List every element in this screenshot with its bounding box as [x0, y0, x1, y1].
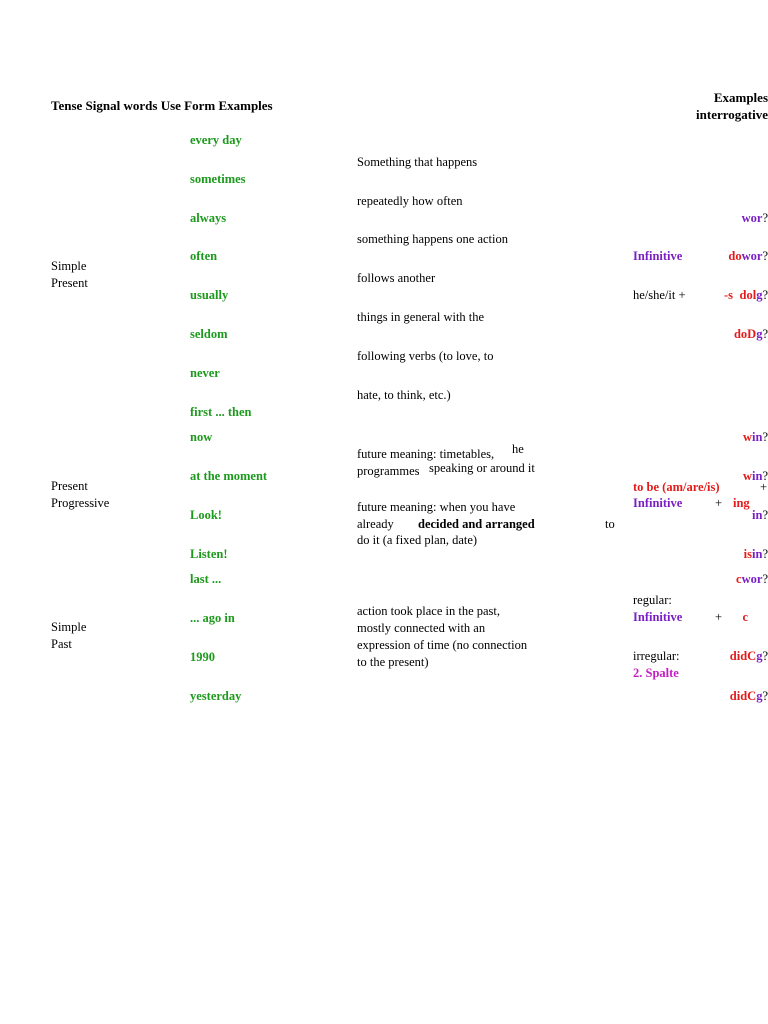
signal-word: 1990 — [190, 650, 215, 664]
example-interrogative: dolg? — [739, 288, 768, 302]
use-text: hate, to think, etc.) — [357, 388, 451, 402]
form-ing: ing — [733, 496, 750, 510]
signal-word: yesterday — [190, 689, 242, 703]
signal-word: seldom — [190, 327, 228, 341]
use-text: something happens one action — [357, 232, 509, 246]
use-text: do it (a fixed plan, date) — [357, 533, 478, 547]
use-text: following verbs (to love, to — [357, 349, 494, 363]
use-text: already — [357, 517, 394, 531]
signal-word: Look! — [190, 508, 222, 522]
use-text: expression of time (no connection — [357, 638, 528, 652]
example-interrogative: in? — [752, 508, 768, 522]
use-text: repeatedly how often — [357, 194, 463, 208]
tense-simple-present-line2: Present — [51, 276, 88, 290]
use-text: mostly connected with an — [357, 621, 486, 635]
example-interrogative: doDg? — [733, 327, 768, 341]
use-text: speaking or around it — [429, 461, 535, 475]
example-interrogative: didCg? — [729, 649, 768, 663]
form-infinitive: Infinitive — [633, 249, 683, 263]
examples-header: Examples — [713, 90, 768, 105]
form-infinitive: Infinitive — [633, 610, 683, 624]
use-text: to the present) — [357, 655, 429, 669]
form-s-suffix: -s — [724, 288, 734, 302]
signal-word: always — [190, 211, 227, 225]
example-interrogative: win? — [742, 469, 768, 483]
use-text: programmes — [357, 464, 420, 478]
form-plus: + — [760, 480, 768, 494]
signal-word: often — [190, 249, 218, 263]
example-interrogative: didCg? — [729, 689, 768, 703]
tense-present-progressive-line2: Progressive — [51, 496, 110, 510]
use-text: follows another — [357, 271, 436, 285]
example-interrogative: cwor? — [736, 572, 768, 586]
signal-word: last ... — [190, 572, 222, 586]
signal-word: sometimes — [190, 172, 246, 186]
tense-simple-present-line1: Simple — [51, 259, 87, 273]
form-infinitive: Infinitive — [633, 496, 683, 510]
form-he-she-it: he/she/it + — [633, 288, 686, 302]
tense-simple-past-line1: Simple — [51, 620, 87, 634]
tense-present-progressive-line1: Present — [51, 479, 88, 493]
use-text: he — [512, 442, 524, 456]
example-interrogative: isin? — [743, 547, 768, 561]
table-header-title: Tense Signal words Use Form Examples — [51, 98, 273, 113]
signal-word: ... ago in — [190, 611, 235, 625]
signal-word: every day — [190, 133, 242, 147]
use-text: things in general with the — [357, 310, 485, 324]
use-text: future meaning: when you have — [357, 500, 516, 514]
signal-word: never — [190, 366, 220, 380]
signal-word: at the moment — [190, 469, 268, 483]
use-text: Something that happens — [357, 155, 478, 169]
example-interrogative: win? — [742, 430, 768, 444]
signal-word: Listen! — [190, 547, 228, 561]
form-regular-label: regular: — [633, 593, 672, 607]
example-interrogative: c — [742, 610, 748, 624]
form-spalte: 2. Spalte — [633, 666, 679, 680]
form-irregular-label: irregular: — [633, 649, 680, 663]
example-interrogative: wor? — [741, 211, 768, 225]
signal-word: first ... then — [190, 405, 252, 419]
form-plus: + — [715, 610, 723, 624]
use-text-emphasis: decided and arranged — [418, 517, 535, 531]
form-to-be: to be (am/are/is) — [633, 480, 720, 494]
tense-simple-past-line2: Past — [51, 637, 72, 651]
form-plus: + — [715, 496, 723, 510]
signal-word: now — [190, 430, 213, 444]
use-text: to — [605, 517, 615, 531]
use-text: action took place in the past, — [357, 604, 501, 618]
interrogative-header: interrogative — [696, 107, 768, 122]
example-interrogative: dowor? — [728, 249, 768, 263]
use-text: future meaning: timetables, — [357, 447, 495, 461]
signal-word: usually — [190, 288, 229, 302]
